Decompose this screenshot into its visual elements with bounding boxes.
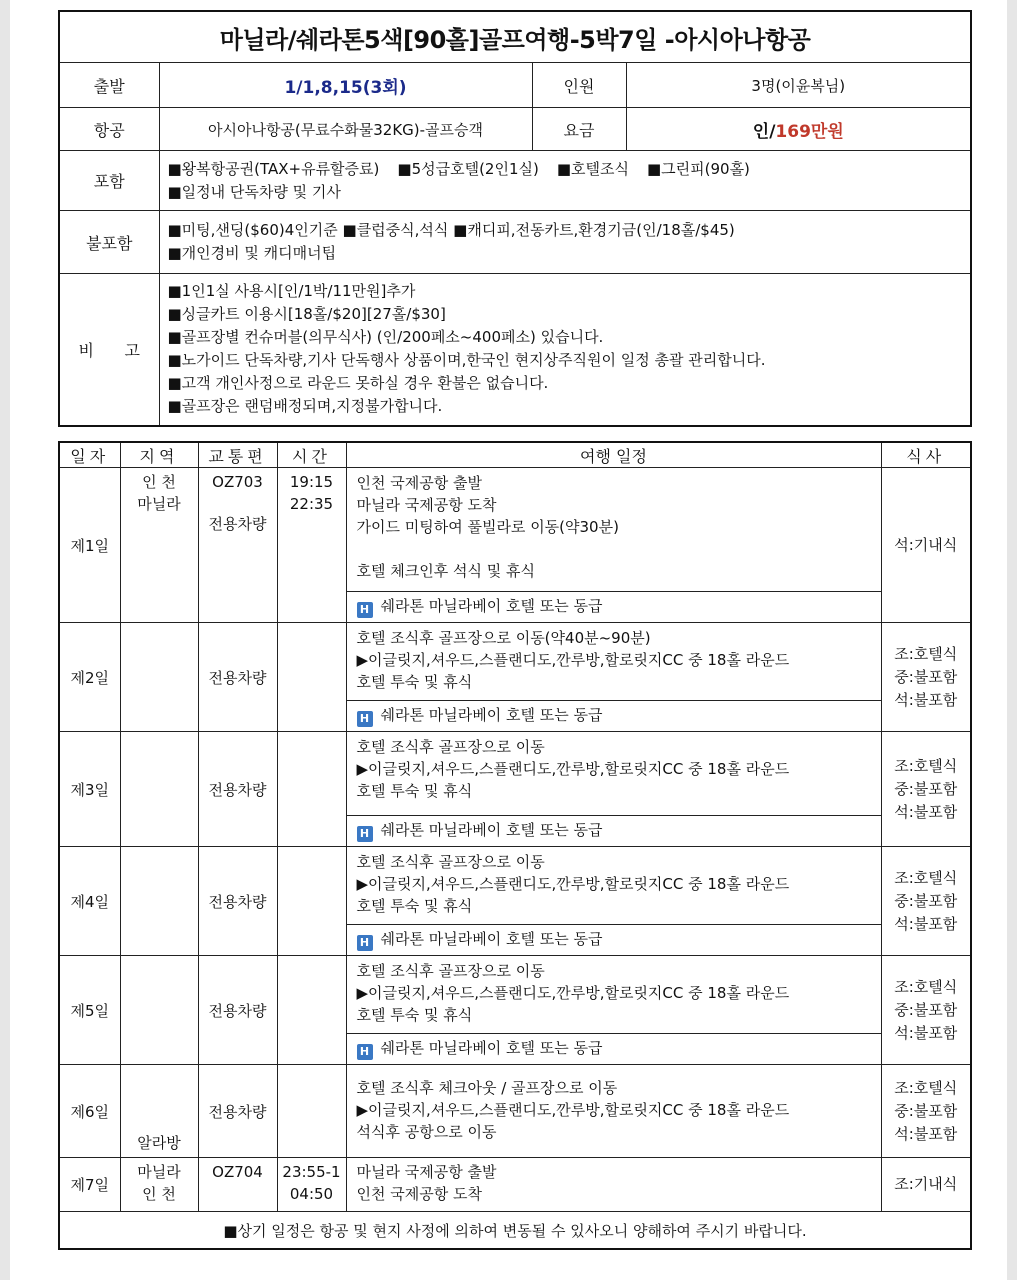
region-cell bbox=[120, 623, 198, 732]
table-row bbox=[59, 732, 971, 816]
schedule-line: 마닐라 국제공항 도착 bbox=[356, 496, 497, 514]
note-item: ■1인1실 사용시[인/1박/11만원]추가 bbox=[167, 282, 416, 301]
time-cell bbox=[277, 847, 346, 956]
region-cell bbox=[120, 732, 198, 847]
note-item: ■싱글카트 이용시[18홀/$20][27홀/$30] bbox=[167, 305, 446, 324]
table-row bbox=[59, 623, 971, 701]
hotel-icon: H bbox=[357, 1044, 373, 1060]
page-title: 마닐라/쉐라톤5색[90홀]골프여행-5박7일 -아시아나항공 bbox=[59, 11, 971, 63]
region-cell bbox=[120, 1065, 198, 1158]
day-label: 제2일 bbox=[59, 623, 120, 732]
region-cell bbox=[120, 1158, 198, 1212]
price-value bbox=[626, 108, 971, 151]
schedule-line: ▶이글릿지,셔우드,스플랜디도,깐루방,할로릿지CC 중 18홀 라운드 bbox=[356, 651, 790, 669]
header-meals: 식사 bbox=[881, 442, 971, 468]
schedule-line: 마닐라 국제공항 출발 bbox=[356, 1163, 497, 1181]
time-text: 04:50 bbox=[289, 1185, 334, 1203]
region-text: 마닐라 bbox=[137, 1163, 181, 1181]
day-label: 제7일 bbox=[59, 1158, 120, 1212]
meal-text: 석:불포함 bbox=[894, 690, 958, 709]
hotel-icon: H bbox=[357, 826, 373, 842]
note-item: ■골프장은 랜덤배정되며,지정불가합니다. bbox=[167, 397, 443, 416]
time-text: 23:55-1 bbox=[282, 1163, 341, 1181]
note-item: ■고객 개인사정으로 라운드 못하실 경우 환불은 없습니다. bbox=[167, 374, 549, 393]
time-cell bbox=[277, 623, 346, 732]
schedule-line: 호텔 투숙 및 휴식 bbox=[356, 782, 473, 800]
region-text: 인 천 bbox=[142, 1185, 176, 1203]
airline-value: 아시아나항공(무료수화물32KG)-골프승객 bbox=[159, 108, 532, 151]
excluded-item: ■미팅,샌딩($60)4인기준 ■클럽중식,석식 ■캐디피,전동카트,환경기금(인/18홀/$45) bbox=[167, 221, 735, 239]
schedule-line: 인천 국제공항 출발 bbox=[356, 474, 482, 492]
schedule-line: 호텔 조식후 골프장으로 이동 bbox=[356, 962, 545, 980]
header-time: 시간 bbox=[277, 442, 346, 468]
schedule-line: 호텔 체크인후 석식 및 휴식 bbox=[356, 562, 535, 580]
schedule-cell bbox=[346, 468, 881, 592]
transport-cell: 전용차량 bbox=[198, 623, 277, 732]
transport-cell: 전용차량 bbox=[198, 956, 277, 1065]
meal-text: 석:불포함 bbox=[894, 802, 958, 821]
meal-text: 중:불포함 bbox=[894, 1101, 958, 1120]
meals-cell bbox=[881, 468, 971, 623]
tour-info-table bbox=[58, 10, 972, 427]
flight-number: OZ704 bbox=[212, 1163, 263, 1181]
meal-text: 석:불포함 bbox=[894, 1124, 958, 1143]
schedule-line: ▶이글릿지,셔우드,스플랜디도,깐루방,할로릿지CC 중 18홀 라운드 bbox=[356, 984, 790, 1002]
region-cell bbox=[120, 847, 198, 956]
meal-text: 석:불포함 bbox=[894, 1023, 958, 1042]
schedule-line bbox=[357, 538, 871, 560]
itinerary-header-row bbox=[59, 442, 971, 468]
schedule-line: 호텔 투숙 및 휴식 bbox=[356, 673, 473, 691]
excluded-item: ■개인경비 및 캐디매너팁 bbox=[167, 244, 337, 262]
schedule-line: 호텔 투숙 및 휴식 bbox=[356, 1006, 473, 1024]
included-item: ■그린피(90홀) bbox=[646, 159, 750, 178]
region-text: 알라방 bbox=[137, 1134, 181, 1152]
meal-text: 조:호텔식 bbox=[894, 756, 958, 775]
meals-cell bbox=[881, 623, 971, 732]
notes-list bbox=[159, 274, 971, 426]
included-item: ■호텔조식 bbox=[556, 159, 629, 178]
transport-text: 전용차량 bbox=[208, 515, 267, 533]
people-value: 3명(이윤복님) bbox=[626, 63, 971, 108]
day-label: 제5일 bbox=[59, 956, 120, 1065]
schedule-cell bbox=[346, 1158, 881, 1212]
hotel-name: 쉐라톤 마닐라베이 호텔 또는 동급 bbox=[380, 821, 603, 839]
meals-cell bbox=[881, 732, 971, 847]
meal-text: 석:기내식 bbox=[894, 535, 958, 554]
schedule-cell bbox=[346, 847, 881, 925]
excluded-label: 불포함 bbox=[59, 211, 159, 274]
day-label: 제6일 bbox=[59, 1065, 120, 1158]
region-text: 인 천 bbox=[142, 473, 176, 491]
day-label: 제4일 bbox=[59, 847, 120, 956]
hotel-icon: H bbox=[357, 935, 373, 951]
hotel-name: 쉐라톤 마닐라베이 호텔 또는 동급 bbox=[380, 930, 603, 948]
hotel-icon: H bbox=[357, 711, 373, 727]
meal-text: 중:불포함 bbox=[894, 667, 958, 686]
transport-cell bbox=[198, 468, 277, 623]
meal-text: 중:불포함 bbox=[894, 1000, 958, 1019]
table-row bbox=[59, 1158, 971, 1212]
notes-label: 비 고 bbox=[59, 274, 159, 426]
header-schedule: 여행 일정 bbox=[346, 442, 881, 468]
schedule-line: ▶이글릿지,셔우드,스플랜디도,깐루방,할로릿지CC 중 18홀 라운드 bbox=[356, 760, 790, 778]
meal-text: 조:호텔식 bbox=[894, 868, 958, 887]
airline-label: 항공 bbox=[59, 108, 159, 151]
itinerary-table bbox=[58, 441, 972, 1250]
meal-text: 조:기내식 bbox=[894, 1175, 958, 1193]
time-cell bbox=[277, 468, 346, 623]
table-row bbox=[59, 468, 971, 592]
meal-text: 중:불포함 bbox=[894, 891, 958, 910]
schedule-line: ▶이글릿지,셔우드,스플랜디도,깐루방,할로릿지CC 중 18홀 라운드 bbox=[356, 875, 790, 893]
schedule-line: 호텔 조식후 골프장으로 이동(약40분~90분) bbox=[356, 629, 651, 647]
meal-text: 조:호텔식 bbox=[894, 1078, 958, 1097]
schedule-line: 가이드 미팅하여 풀빌라로 이동(약30분) bbox=[356, 518, 619, 536]
meal-text: 조:호텔식 bbox=[894, 977, 958, 996]
schedule-cell bbox=[346, 956, 881, 1034]
header-transport: 교통편 bbox=[198, 442, 277, 468]
schedule-line: 호텔 투숙 및 휴식 bbox=[356, 897, 473, 915]
transport-cell bbox=[198, 1158, 277, 1212]
departure-label: 출발 bbox=[59, 63, 159, 108]
schedule-line: 석식후 공항으로 이동 bbox=[356, 1123, 497, 1141]
time-cell bbox=[277, 956, 346, 1065]
transport-cell: 전용차량 bbox=[198, 1065, 277, 1158]
departure-value bbox=[159, 63, 532, 108]
time-text: 22:35 bbox=[289, 495, 334, 513]
transport-cell: 전용차량 bbox=[198, 847, 277, 956]
header-day: 일자 bbox=[59, 442, 120, 468]
meals-cell bbox=[881, 847, 971, 956]
day-label: 제3일 bbox=[59, 732, 120, 847]
hotel-icon: H bbox=[357, 602, 373, 618]
hotel-cell bbox=[346, 925, 881, 956]
note-item: ■골프장별 컨슈머블(의무식사) (인/200페소~400페소) 있습니다. bbox=[167, 328, 604, 347]
schedule-line: ▶이글릿지,셔우드,스플랜디도,깐루방,할로릿지CC 중 18홀 라운드 bbox=[356, 1101, 790, 1119]
table-row bbox=[59, 847, 971, 925]
hotel-cell bbox=[346, 816, 881, 847]
included-item: ■일정내 단독차량 및 기사 bbox=[167, 182, 341, 201]
meal-text: 조:호텔식 bbox=[894, 644, 958, 663]
schedule-line: 인천 국제공항 도착 bbox=[356, 1185, 482, 1203]
page-edge-left bbox=[0, 0, 10, 1280]
flight-number: OZ703 bbox=[212, 473, 263, 491]
note-item: ■노가이드 단독차량,기사 단독행사 상품이며,한국인 현지상주직원이 일정 총괄 관리합니다. bbox=[167, 351, 766, 370]
hotel-cell bbox=[346, 701, 881, 732]
region-text: 마닐라 bbox=[137, 495, 181, 513]
day-label: 제1일 bbox=[59, 468, 120, 623]
meals-cell bbox=[881, 1065, 971, 1158]
included-list bbox=[159, 151, 971, 211]
departure-dates: 1/1,8,15(3회) bbox=[284, 77, 407, 98]
meals-cell bbox=[881, 1158, 971, 1212]
hotel-name: 쉐라톤 마닐라베이 호텔 또는 동급 bbox=[380, 597, 603, 615]
people-label: 인원 bbox=[532, 63, 626, 108]
region-cell bbox=[120, 956, 198, 1065]
price-amount: 169만원 bbox=[775, 121, 844, 142]
price-prefix: 인/ bbox=[752, 121, 776, 142]
meal-text: 중:불포함 bbox=[894, 779, 958, 798]
hotel-name: 쉐라톤 마닐라베이 호텔 또는 동급 bbox=[380, 706, 603, 724]
region-cell bbox=[120, 468, 198, 623]
table-row bbox=[59, 1065, 971, 1158]
time-cell bbox=[277, 1065, 346, 1158]
footer-notice: ■상기 일정은 항공 및 현지 사정에 의하여 변동될 수 있사오니 양해하여 주시기 바랍니다. bbox=[59, 1212, 971, 1250]
page-edge-right bbox=[1007, 0, 1017, 1280]
header-region: 지역 bbox=[120, 442, 198, 468]
included-label: 포함 bbox=[59, 151, 159, 211]
footer-row bbox=[59, 1212, 971, 1250]
schedule-line: 호텔 조식후 골프장으로 이동 bbox=[356, 853, 545, 871]
time-cell bbox=[277, 732, 346, 847]
price-label: 요금 bbox=[532, 108, 626, 151]
schedule-cell bbox=[346, 732, 881, 816]
table-row bbox=[59, 956, 971, 1034]
meal-text: 석:불포함 bbox=[894, 914, 958, 933]
schedule-line: 호텔 조식후 골프장으로 이동 bbox=[356, 738, 545, 756]
hotel-name: 쉐라톤 마닐라베이 호텔 또는 동급 bbox=[380, 1039, 603, 1057]
schedule-cell bbox=[346, 623, 881, 701]
meals-cell bbox=[881, 956, 971, 1065]
included-item: ■5성급호텔(2인1실) bbox=[397, 159, 539, 178]
time-cell bbox=[277, 1158, 346, 1212]
time-text: 19:15 bbox=[289, 473, 334, 491]
excluded-list bbox=[159, 211, 971, 274]
transport-cell: 전용차량 bbox=[198, 732, 277, 847]
schedule-line: 호텔 조식후 체크아웃 / 골프장으로 이동 bbox=[356, 1079, 618, 1097]
hotel-cell bbox=[346, 1034, 881, 1065]
hotel-cell bbox=[346, 592, 881, 623]
schedule-cell bbox=[346, 1065, 881, 1158]
included-item: ■왕복항공권(TAX+유류할증료) bbox=[167, 159, 380, 178]
